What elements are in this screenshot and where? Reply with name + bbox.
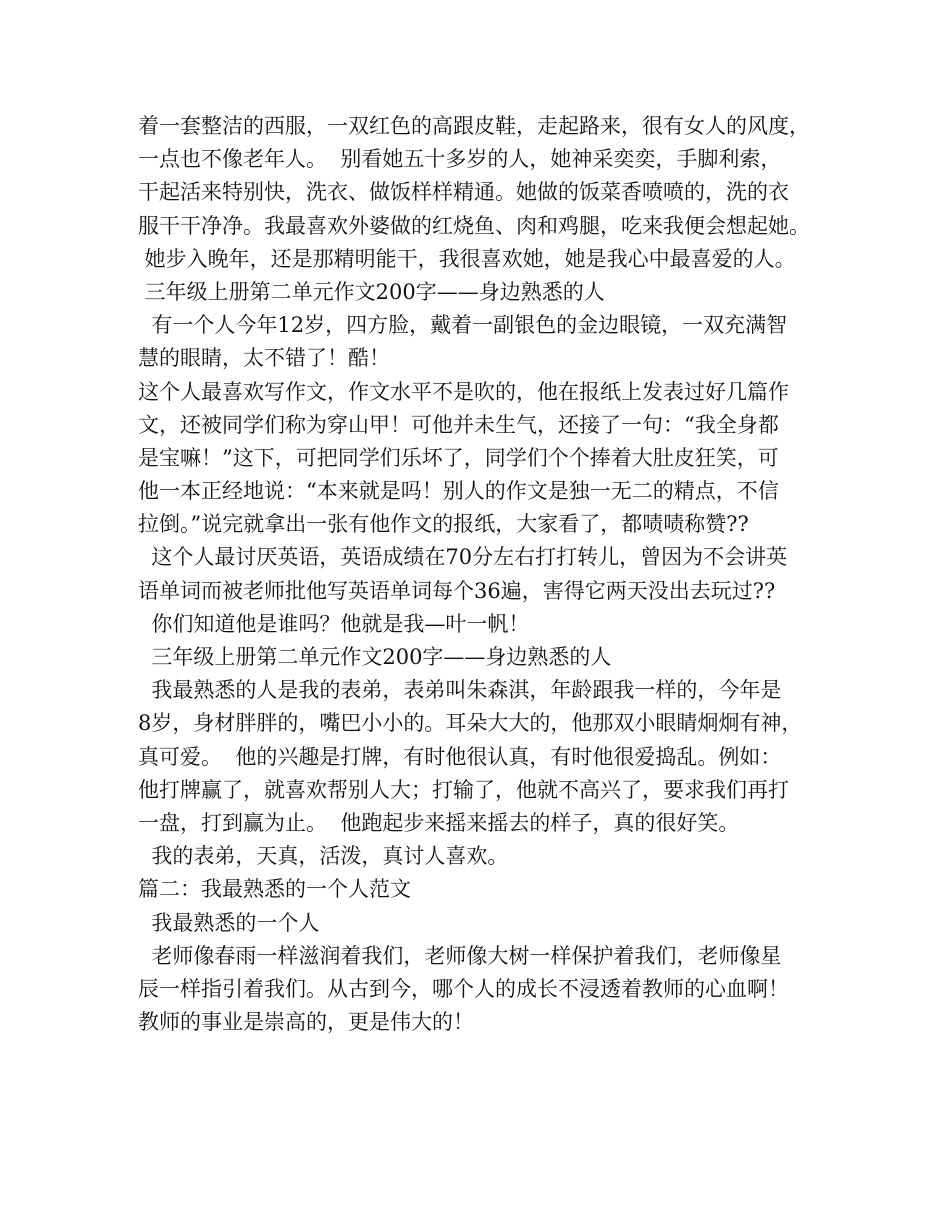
- text-line: 文，还被同学们称为穿山甲！可他并未生气，还接了一句：“我全身都: [138, 412, 779, 437]
- text-line: 老师像春雨一样滋润着我们，老师像大树一样保护着我们，老师像星: [138, 943, 782, 968]
- text-line: 一点也不像老年人。 别看她五十多岁的人，她神采奕奕，手脚利索，: [138, 147, 782, 172]
- text-line: 语单词而被老师批他写英语单词每个36遍，害得它两天没出去玩过??: [138, 578, 776, 603]
- text-line: 有一个人今年12岁，四方脸，戴着一副银色的金边眼镜，一双充满智: [138, 313, 788, 338]
- text-line: 她步入晚年，还是那精明能干，我很喜欢她，她是我心中最喜爱的人。: [138, 246, 796, 271]
- text-line: 这个人最讨厌英语，英语成绩在70分左右打打转儿，曾因为不会讲英: [138, 545, 788, 570]
- text-line: 服干干净净。我最喜欢外婆做的红烧鱼、肉和鸡腿，吃来我便会想起她。: [138, 213, 810, 238]
- text-line: 他打牌赢了，就喜欢帮别人大；打输了，他就不高兴了，要求我们再打: [138, 777, 789, 802]
- text-line: 他一本正经地说：“本来就是吗！别人的作文是独一无二的精点，不信: [138, 479, 779, 504]
- article-title: 我最熟悉的一个人: [138, 910, 320, 935]
- text-line: 教师的事业是崇高的，更是伟大的！: [138, 1010, 474, 1035]
- text-line: 8岁，身材胖胖的，嘴巴小小的。耳朵大大的，他那双小眼睛炯炯有神，: [138, 711, 803, 736]
- text-line: 我的表弟，天真，活泼，真讨人喜欢。: [138, 844, 509, 869]
- text-line: 着一套整洁的西服，一双红色的高跟皮鞋，走起路来，很有女人的风度，: [138, 114, 810, 138]
- text-line: 慧的眼睛，太不错了！酷！: [138, 346, 390, 371]
- text-line: 你们知道他是谁吗？他就是我—叶一帆！: [138, 611, 530, 636]
- text-line: 我最熟悉的人是我的表弟，表弟叫朱森淇，年龄跟我一样的，今年是: [138, 678, 782, 703]
- section-heading: 篇二：我最熟悉的一个人范文: [138, 877, 411, 902]
- text-line: 拉倒。”说完就拿出一张有他作文的报纸，大家看了，都啧啧称赞??: [138, 512, 749, 537]
- text-line: 干起活来特别快，洗衣、做饭样样精通。她做的饭菜香喷喷的，洗的衣: [138, 180, 789, 205]
- text-line: 一盘，打到赢为止。 他跑起步来摇来摇去的样子，真的很好笑。: [138, 810, 740, 835]
- section-heading: 三年级上册第二单元作文200字——身边熟悉的人: [138, 645, 612, 669]
- text-line: 这个人最喜欢写作文，作文水平不是吹的，他在报纸上发表过好几篇作: [138, 379, 789, 404]
- document-body: [138, 110, 838, 1039]
- section-heading: 三年级上册第二单元作文200字——身边熟悉的人: [138, 279, 605, 304]
- text-line: 真可爱。 他的兴趣是打牌，有时他很认真，有时他很爱捣乱。例如：: [138, 744, 782, 769]
- text-line: 是宝嘛！”这下，可把同学们乐坏了，同学们个个捧着大肚皮狂笑，可: [138, 445, 779, 470]
- text-line: 辰一样指引着我们。从古到今，哪个人的成长不浸透着教师的心血啊！: [138, 976, 789, 1001]
